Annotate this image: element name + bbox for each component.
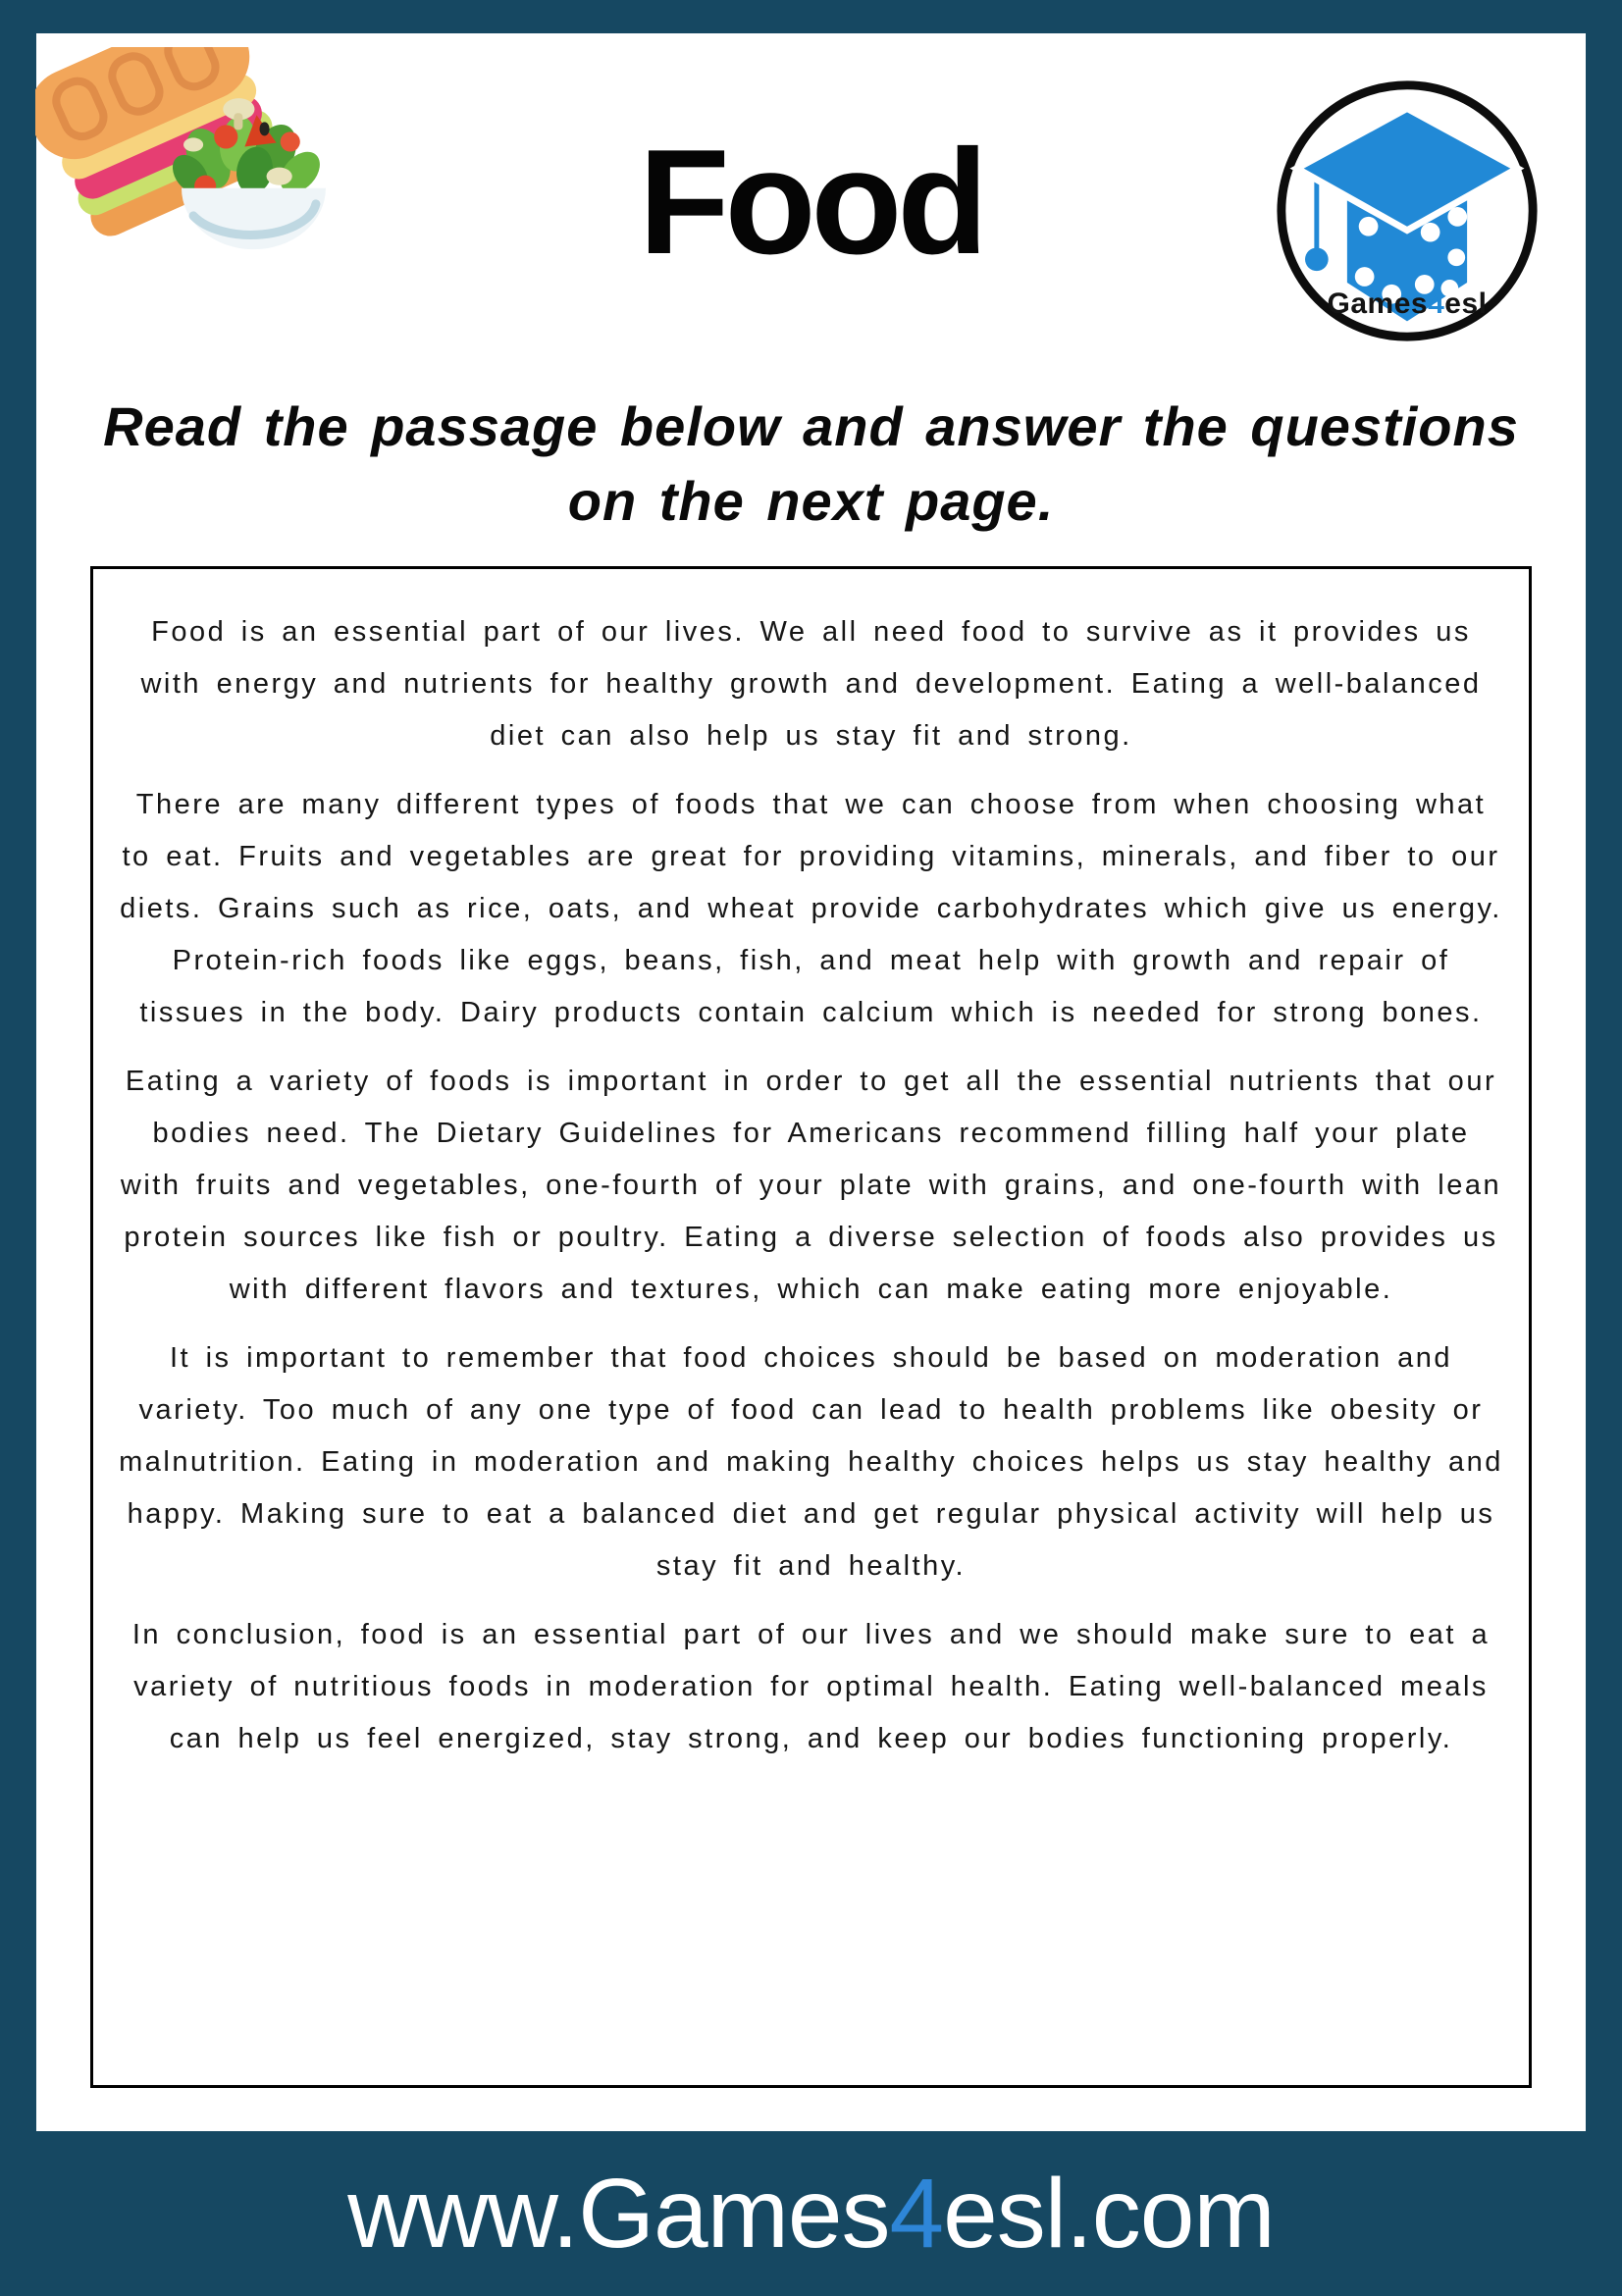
games4esl-logo [1272,76,1543,346]
footer-url-number: 4 [889,2159,944,2269]
instruction-heading-wrap [0,390,1622,539]
footer-url-prefix: www.Games [347,2159,890,2269]
logo-text-number: 4 [1428,287,1445,320]
passage-paragraph: Eating a variety of foods is important in order to get all the essential nutrients that our bodies need. The Dietary Guidelines for Americans recommend filling half your plate with fruits and vegetables, one-fourth of your plate with grains, and one-fourth with lean protein sources like fish or poultry. Eating a diverse selection of foods also provides us with different flavors and textures, which can make eating more enjoyable. [120,1066,1502,1305]
footer-url [347,2159,1275,2269]
passage-paragraph: It is important to remember that food choices should be based on moderation and variety. Too much of any one type of food can lead to health problems like obesity or malnutrition. Eating in moderation and making healthy choices helps us stay healthy and happy. Making sure to eat a balanced diet and get regular physical activity will help us stay fit and healthy. [119,1342,1503,1582]
page-title: Food [638,119,984,286]
instruction-heading: Read the passage below and answer the questions on the next page. [103,395,1519,532]
passage-paragraph: There are many different types of foods that we can choose from when choosing what to eat. Fruits and vegetables are great for providing vitamins, minerals, and fiber to our diets. Grains such as rice, oats, and wheat provide carbohydrates which give us energy. Protein-rich foods like eggs, beans, fish, and meat help with growth and repair of tissues in the body. Dairy products contain calcium which is needed for strong bones. [120,789,1502,1028]
passage-box [90,566,1532,2088]
logo-wordmark [1272,289,1543,319]
passage-paragraph: In conclusion, food is an essential part of our lives and we should make sure to eat a variety of nutritious foods in moderation for optimal health. Eating well-balanced meals can help us feel energized, stay strong, and keep our bodies functioning properly. [131,1619,1491,1754]
logo-text-suffix: esl [1444,287,1488,320]
footer-url-suffix: esl.com [943,2159,1275,2269]
logo-text-prefix: Games [1327,287,1429,320]
footer [0,2131,1622,2296]
passage-paragraph: Food is an essential part of our lives. We all need food to survive as it provides us with energy and nutrients for healthy growth and development. Eating a well-balanced diet can also help us stay fit and strong. [140,616,1482,752]
